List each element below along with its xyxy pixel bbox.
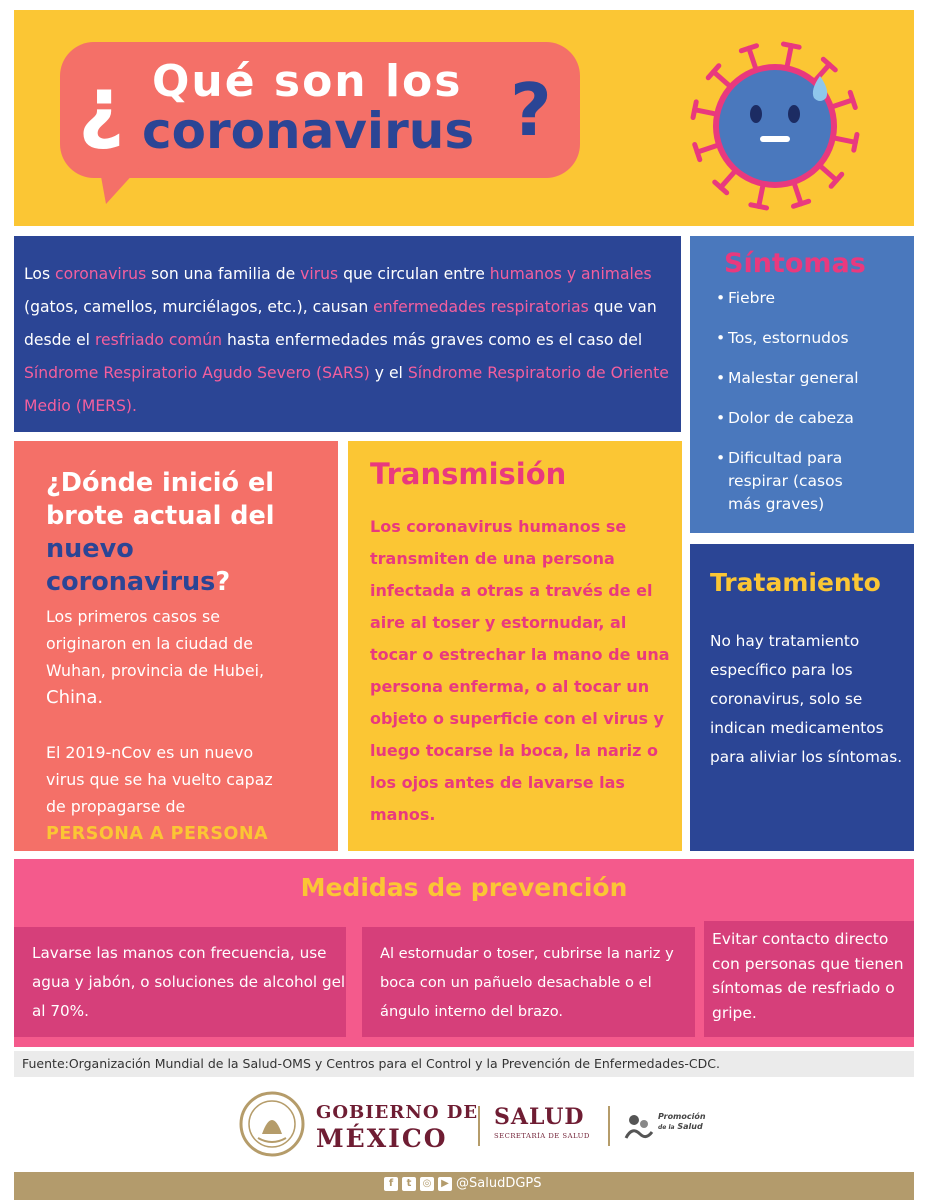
twitter-icon[interactable]: t xyxy=(402,1177,416,1191)
origin-text-2: El 2019-nCov es un nuevo virus que se ha vuelto capaz de propagarse de xyxy=(46,743,273,816)
symptoms-section xyxy=(690,236,914,533)
promocion-salud-icon xyxy=(624,1112,654,1142)
origin-country: China. xyxy=(46,687,104,708)
open-question-mark: ¿ xyxy=(78,59,125,152)
origin-title-highlight: nuevo coronavirus xyxy=(46,534,216,597)
intro-text: (gatos, camellos, murciélagos, etc.), causan xyxy=(24,298,374,316)
intro-highlight: coronavirus xyxy=(55,265,147,283)
origin-title-end: ? xyxy=(215,567,231,597)
symptom-item: • Tos, estornudos xyxy=(716,327,914,350)
footer-divider xyxy=(478,1106,480,1146)
intro-text: son una familia de xyxy=(146,265,301,283)
prevention-card: Al estornudar o toser, cubrirse la nariz y boca con un pañuelo desachable o el ángulo interno del brazo. xyxy=(362,927,695,1037)
virus-mascot-icon xyxy=(680,28,870,218)
transmission-section xyxy=(348,441,682,851)
symptoms-list xyxy=(716,287,914,516)
prevention-card: Lavarse las manos con frecuencia, use agua y jabón, o soluciones de alcohol gel al 70%. xyxy=(14,927,346,1037)
gobierno-line-2: MÉXICO xyxy=(316,1124,448,1153)
origin-paragraph xyxy=(46,603,266,711)
gobierno-line-1: GOBIERNO DE xyxy=(316,1102,479,1123)
intro-highlight: Síndrome Respiratorio Agudo Severo (SARS) xyxy=(24,364,370,382)
origin-title-text: ¿Dónde inició el brote actual del xyxy=(46,468,275,531)
prevention-section xyxy=(14,859,914,1047)
intro-text: que van desde el xyxy=(24,298,657,349)
promo-line-1: Promoción xyxy=(658,1112,706,1121)
intro-highlight: humanos y animales xyxy=(489,265,652,283)
symptom-item: • Malestar general xyxy=(716,367,914,390)
intro-section xyxy=(14,236,681,432)
salud-line-2: SECRETARÍA DE SALUD xyxy=(494,1132,590,1140)
intro-highlight: resfriado común xyxy=(94,331,222,349)
source-note: Fuente:Organización Mundial de la Salud-OMS y Centros para el Control y la Prevención de Enfermedades-CDC. xyxy=(14,1051,914,1077)
close-question-mark: ? xyxy=(510,68,552,152)
transmission-title: Transmisión xyxy=(370,457,567,491)
origin-text: Los primeros casos se originaron en la ciudad de Wuhan, provincia de Hubei, xyxy=(46,607,264,680)
transmission-text: Los coronavirus humanos se transmiten de una persona infectada a otras a través de el aire al toser y estornudar, al tocar o estrechar la mano de una persona enferma, o al tocar un objeto o superficie con el virus y luego tocarse la boca, la nariz o los ojos antes de lavarse las manos. xyxy=(370,517,670,824)
speech-bubble-tail xyxy=(98,160,146,204)
symptoms-title: Síntomas xyxy=(724,248,866,279)
instagram-icon[interactable]: ◎ xyxy=(420,1177,434,1191)
intro-text: que circulan entre xyxy=(338,265,490,283)
prevention-card: Evitar contacto directo con personas que tienen síntomas de resfriado o gripe. xyxy=(704,921,914,1037)
intro-highlight: Síndrome Respiratorio de Oriente Medio (MERS). xyxy=(24,364,669,415)
intro-highlight: virus xyxy=(300,265,339,283)
origin-section xyxy=(14,441,338,851)
salud-line-1: SALUD xyxy=(494,1104,585,1130)
social-links xyxy=(384,1176,542,1191)
intro-text: Los xyxy=(24,265,56,283)
symptom-item: • Dificultad para respirar (casos más graves) xyxy=(716,447,866,516)
facebook-icon[interactable]: f xyxy=(384,1177,398,1191)
prevention-title: Medidas de prevención xyxy=(300,873,628,902)
treatment-section xyxy=(690,544,914,851)
symptom-item: • Dolor de cabeza xyxy=(716,407,914,430)
gobierno-logo xyxy=(316,1100,478,1152)
symptom-item: • Fiebre xyxy=(716,287,914,310)
title-line-1: Qué son los xyxy=(152,56,463,107)
promo-line-3: Salud xyxy=(677,1122,703,1131)
promo-line-2: de la xyxy=(658,1124,675,1131)
intro-highlight: enfermedades respiratorias xyxy=(373,298,589,316)
social-handle[interactable]: @SaludDGPS xyxy=(456,1176,542,1191)
footer-divider xyxy=(608,1106,610,1146)
promocion-salud-logo xyxy=(658,1112,706,1133)
origin-highlight: PERSONA A PERSONA xyxy=(46,824,269,844)
treatment-title: Tratamiento xyxy=(710,568,881,597)
treatment-text: No hay tratamiento específico para los coronavirus, solo se indican medicamentos para aliviar los síntomas. xyxy=(710,632,903,766)
mexico-seal-icon xyxy=(238,1090,306,1158)
origin-title xyxy=(46,467,306,599)
intro-text: hasta enfermedades más graves como es el caso del xyxy=(222,331,643,349)
origin-paragraph-2 xyxy=(46,739,296,848)
intro-text: y el xyxy=(369,364,408,382)
salud-logo xyxy=(494,1104,590,1140)
title-line-2: coronavirus xyxy=(142,102,475,160)
youtube-icon[interactable]: ▶ xyxy=(438,1177,452,1191)
